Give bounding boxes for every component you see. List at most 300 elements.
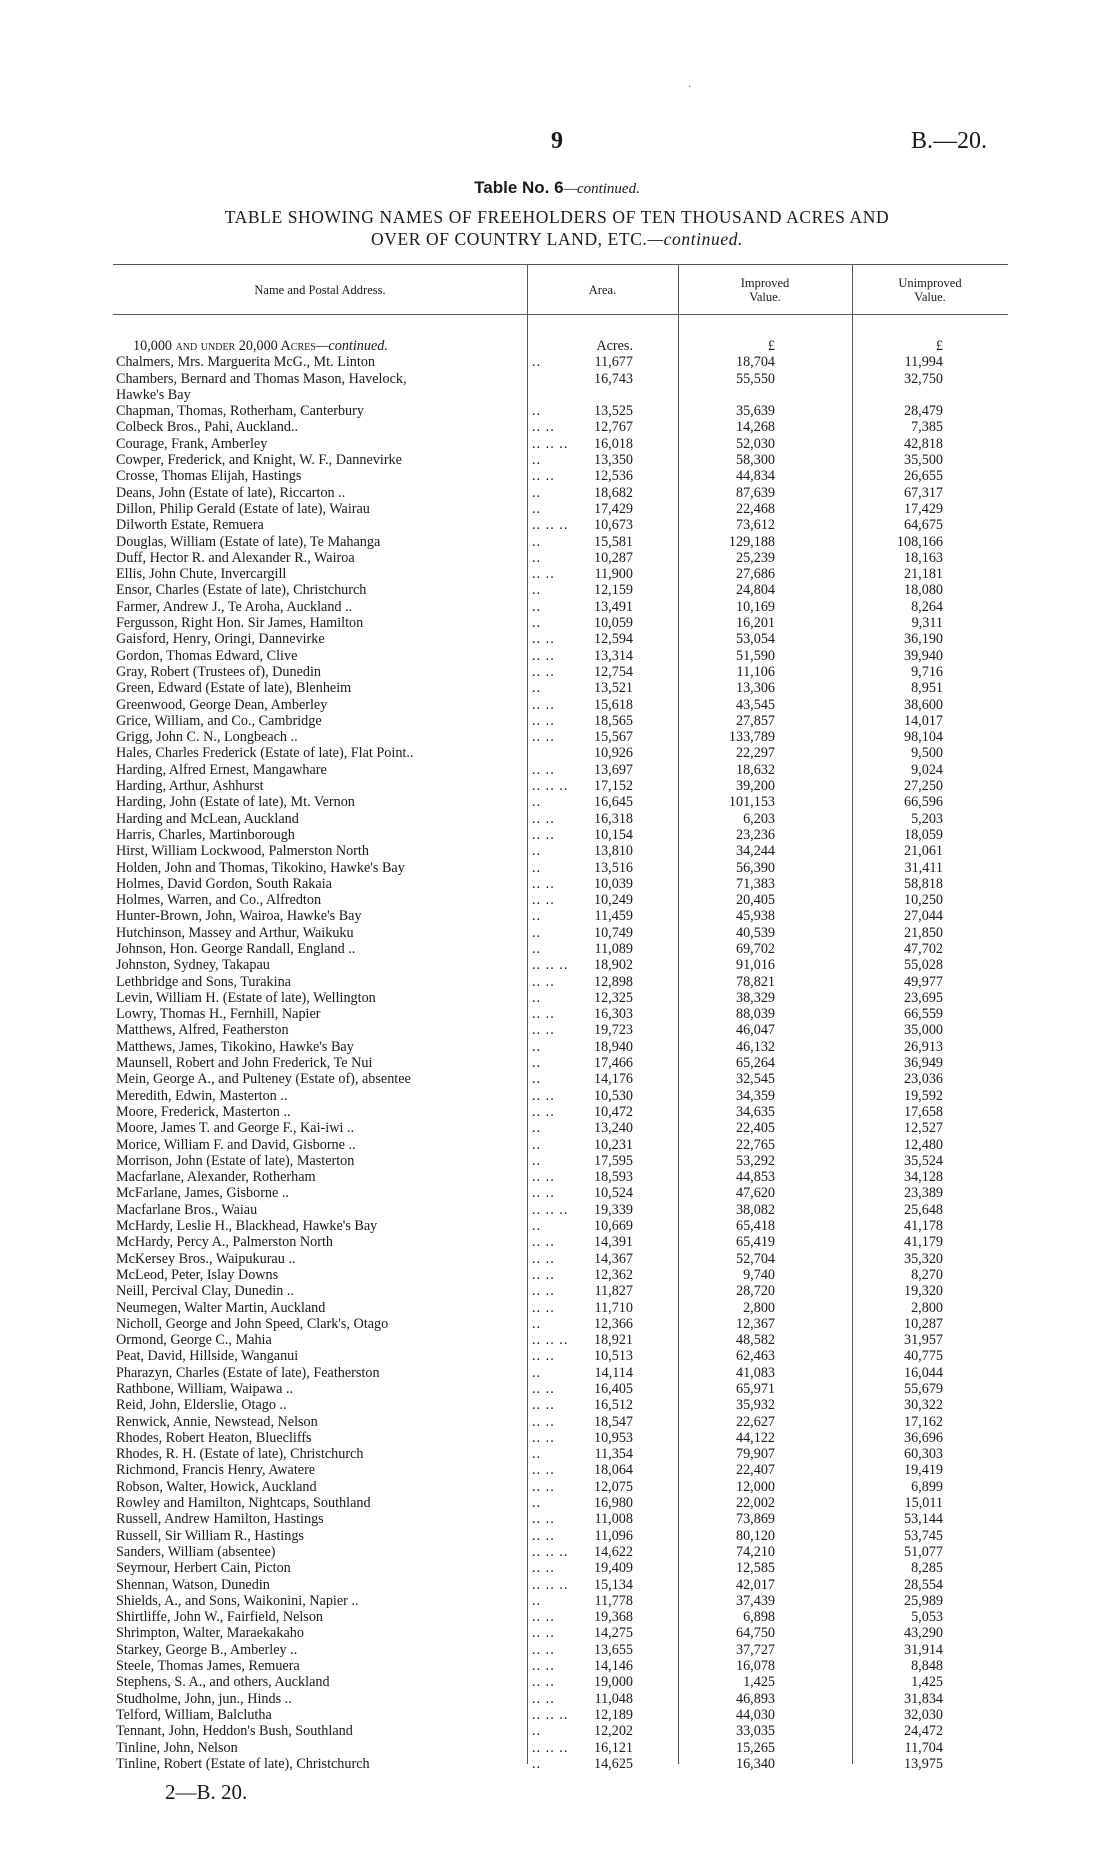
leader-dots: .. xyxy=(532,1152,542,1169)
area-value: 10,926 xyxy=(593,745,633,762)
table-row xyxy=(113,1707,1008,1723)
improved-value: 44,853 xyxy=(735,1169,775,1186)
leader-dots: .. .. xyxy=(532,1234,555,1251)
leader-dots: .. .. xyxy=(532,1560,555,1577)
area-value: 15,618 xyxy=(593,696,633,713)
leader-dots: .. .. xyxy=(532,1103,555,1120)
table-row xyxy=(113,1218,1008,1234)
table-row xyxy=(113,1088,1008,1104)
table-row xyxy=(113,436,1008,452)
leader-dots: .. .. xyxy=(532,1625,555,1642)
area-value: 13,240 xyxy=(593,1120,633,1137)
freeholder-name: Hutchinson, Massey and Arthur, Waikuku xyxy=(116,924,354,941)
improved-value: 16,201 xyxy=(735,615,775,632)
freeholder-name: Shrimpton, Walter, Maraekakaho xyxy=(116,1625,304,1642)
area-value: 15,134 xyxy=(593,1576,633,1593)
table-row xyxy=(113,354,1008,370)
improved-value: 15,265 xyxy=(735,1739,775,1756)
leader-dots: .. xyxy=(532,1592,542,1609)
leader-dots: .. .. .. xyxy=(532,1201,569,1218)
improved-value: 38,329 xyxy=(735,989,775,1006)
leader-dots: .. .. .. xyxy=(532,1739,569,1756)
leader-dots: .. .. xyxy=(532,1299,555,1316)
unimproved-value: 35,500 xyxy=(903,452,943,469)
improved-value: 64,750 xyxy=(735,1625,775,1642)
area-value: 10,953 xyxy=(593,1429,633,1446)
freeholder-name: Richmond, Francis Henry, Awatere xyxy=(116,1462,316,1479)
leader-dots: .. .. xyxy=(532,1429,555,1446)
area-value: 16,743 xyxy=(593,370,633,387)
table-row xyxy=(113,664,1008,680)
section-label xyxy=(133,338,543,354)
improved-value: 56,390 xyxy=(735,859,775,876)
freeholder-name: Shields, A., and Sons, Waikonini, Napier .. xyxy=(116,1592,359,1609)
area-value: 14,367 xyxy=(593,1250,633,1267)
section-label-text: 10,000 and under 20,000 Acres xyxy=(133,338,316,354)
unimproved-value: 8,270 xyxy=(911,1266,943,1283)
table-row xyxy=(113,1609,1008,1625)
leader-dots: .. xyxy=(532,1446,542,1463)
unimproved-value: 108,166 xyxy=(896,533,943,550)
improved-value: 37,727 xyxy=(735,1641,775,1658)
improved-value: 53,292 xyxy=(735,1152,775,1169)
unimproved-value: 25,648 xyxy=(903,1201,943,1218)
unimproved-value: 24,472 xyxy=(903,1723,943,1740)
table-row xyxy=(113,1528,1008,1544)
table-label xyxy=(0,178,1114,198)
table-row xyxy=(113,371,1008,387)
heading-line-1: TABLE SHOWING NAMES OF FREEHOLDERS OF TEN THOUSAND ACRES AND xyxy=(224,207,890,227)
unimproved-value: 53,745 xyxy=(903,1527,943,1544)
area-value: 18,547 xyxy=(593,1413,633,1430)
unimproved-value: 23,036 xyxy=(903,1071,943,1088)
leader-dots: .. .. xyxy=(532,1169,555,1186)
unimproved-value: 67,317 xyxy=(903,484,943,501)
table-row xyxy=(113,974,1008,990)
leader-dots: .. xyxy=(532,1723,542,1740)
improved-value: 129,188 xyxy=(728,533,775,550)
area-value: 13,697 xyxy=(593,761,633,778)
table-row xyxy=(113,1055,1008,1071)
table-row xyxy=(113,843,1008,859)
unimproved-value: 35,000 xyxy=(903,1022,943,1039)
improved-value: 44,030 xyxy=(735,1706,775,1723)
leader-dots: .. xyxy=(532,1136,542,1153)
area-value: 10,669 xyxy=(593,1218,633,1235)
unimproved-value: 5,053 xyxy=(911,1609,943,1626)
unimproved-value: 38,600 xyxy=(903,696,943,713)
unimproved-value: 27,044 xyxy=(903,908,943,925)
table-row xyxy=(113,1234,1008,1250)
unimproved-value: 11,994 xyxy=(904,354,943,371)
leader-dots: .. .. .. xyxy=(532,1332,569,1349)
table-row xyxy=(113,452,1008,468)
leader-dots: .. .. xyxy=(532,1250,555,1267)
table-row xyxy=(113,1348,1008,1364)
unit-unimproved: £ xyxy=(935,338,943,354)
area-value: 16,121 xyxy=(593,1739,633,1756)
unimproved-value: 25,989 xyxy=(903,1592,943,1609)
unimproved-value: 31,957 xyxy=(903,1332,943,1349)
unimproved-value: 49,977 xyxy=(903,973,943,990)
leader-dots: .. .. xyxy=(532,810,555,827)
improved-value: 22,407 xyxy=(735,1462,775,1479)
area-value: 17,595 xyxy=(593,1152,633,1169)
table-row xyxy=(113,1658,1008,1674)
leader-dots: .. .. xyxy=(532,1462,555,1479)
freeholder-name: Chapman, Thomas, Rotherham, Canterbury xyxy=(116,403,364,420)
freeholder-name: Harris, Charles, Martinborough xyxy=(116,826,295,843)
leader-dots: .. .. xyxy=(532,1087,555,1104)
area-value: 11,778 xyxy=(594,1592,633,1609)
unimproved-value: 60,303 xyxy=(903,1446,943,1463)
table-row xyxy=(113,1462,1008,1478)
unimproved-value: 64,675 xyxy=(903,517,943,534)
freeholder-name: Sanders, William (absentee) xyxy=(116,1543,276,1560)
leader-dots: .. xyxy=(532,354,542,371)
area-value: 12,362 xyxy=(593,1266,633,1283)
area-value: 16,405 xyxy=(593,1381,633,1397)
freeholder-name: Chalmers, Mrs. Marguerita McG., Mt. Linton xyxy=(116,354,376,371)
unimproved-value: 10,287 xyxy=(903,1315,943,1332)
improved-value: 18,704 xyxy=(735,354,775,371)
improved-value: 1,425 xyxy=(743,1674,775,1691)
unimproved-value: 34,128 xyxy=(903,1169,943,1186)
unimproved-value: 1,425 xyxy=(911,1674,943,1691)
unimproved-value: 9,716 xyxy=(911,663,943,680)
leader-dots: .. .. xyxy=(532,1658,555,1675)
area-value: 14,176 xyxy=(593,1071,633,1088)
improved-value: 14,268 xyxy=(735,419,775,436)
freeholder-name: Russell, Andrew Hamilton, Hastings xyxy=(116,1511,324,1528)
freeholder-name: Grice, William, and Co., Cambridge xyxy=(116,712,322,729)
table-row xyxy=(113,582,1008,598)
improved-value: 41,083 xyxy=(735,1364,775,1381)
freeholder-name: Russell, Sir William R., Hastings xyxy=(116,1527,304,1544)
unimproved-value: 35,524 xyxy=(903,1152,943,1169)
leader-dots: .. xyxy=(532,989,542,1006)
table-row xyxy=(113,1756,1008,1772)
unimproved-value: 10,250 xyxy=(903,892,943,909)
table-row xyxy=(113,1691,1008,1707)
header-top-rule xyxy=(113,264,1008,265)
area-value: 16,018 xyxy=(593,435,633,452)
area-value: 12,898 xyxy=(593,973,633,990)
table-label-main: Table No. 6 xyxy=(474,178,564,197)
leader-dots: .. .. .. xyxy=(532,778,569,795)
area-value: 10,530 xyxy=(593,1087,633,1104)
area-value: 18,921 xyxy=(593,1332,633,1349)
area-value: 15,567 xyxy=(593,729,633,746)
area-value: 14,114 xyxy=(594,1364,633,1381)
improved-value: 34,359 xyxy=(735,1087,775,1104)
area-value: 17,466 xyxy=(593,1055,633,1072)
freeholder-name: Morrison, John (Estate of late), Masterton xyxy=(116,1152,355,1169)
unimproved-value: 42,818 xyxy=(903,435,943,452)
leader-dots: .. xyxy=(532,615,542,632)
freeholder-name: Hunter-Brown, John, Wairoa, Hawke's Bay xyxy=(116,908,362,925)
heading-line-2-text: OVER OF COUNTRY LAND, ETC. xyxy=(370,229,648,249)
improved-value: 45,938 xyxy=(735,908,775,925)
table-row xyxy=(113,517,1008,533)
leader-dots: .. .. .. xyxy=(532,1543,569,1560)
unimproved-value: 5,203 xyxy=(911,810,943,827)
freeholder-name: McLeod, Peter, Islay Downs xyxy=(116,1266,279,1283)
table-label-suffix: —continued. xyxy=(563,181,640,197)
freeholder-name: Robson, Walter, Howick, Auckland xyxy=(116,1478,317,1495)
freeholder-name: Harding, Alfred Ernest, Mangawhare xyxy=(116,761,327,778)
freeholder-name: Johnson, Hon. George Randall, England .. xyxy=(116,940,356,957)
table-row xyxy=(113,1104,1008,1120)
leader-dots: .. .. xyxy=(532,1690,555,1707)
leader-dots: .. .. .. xyxy=(532,517,569,534)
improved-value: 88,039 xyxy=(735,1006,775,1023)
improved-value: 65,418 xyxy=(735,1218,775,1235)
table-row xyxy=(113,876,1008,892)
leader-dots: .. .. xyxy=(532,1527,555,1544)
table-row xyxy=(113,631,1008,647)
table-row xyxy=(113,648,1008,664)
unimproved-value: 6,899 xyxy=(911,1478,943,1495)
table-row xyxy=(113,762,1008,778)
table-row xyxy=(113,1560,1008,1576)
area-value: 19,339 xyxy=(593,1201,633,1218)
freeholder-name: Greenwood, George Dean, Amberley xyxy=(116,696,328,713)
table-row xyxy=(113,1071,1008,1087)
area-value: 13,350 xyxy=(593,452,633,469)
table-row xyxy=(113,1625,1008,1641)
improved-value: 87,639 xyxy=(735,484,775,501)
leader-dots: .. .. xyxy=(532,1006,555,1023)
leader-dots: .. .. xyxy=(532,892,555,909)
table-row xyxy=(113,1185,1008,1201)
leader-dots: .. .. .. xyxy=(532,957,569,974)
unimproved-value: 8,951 xyxy=(911,680,943,697)
area-value: 13,491 xyxy=(593,598,633,615)
leader-dots: .. xyxy=(532,533,542,550)
area-value: 11,900 xyxy=(594,566,633,583)
unimproved-value: 9,500 xyxy=(911,745,943,762)
unimproved-value: 21,061 xyxy=(903,843,943,860)
table-row xyxy=(113,1316,1008,1332)
leader-dots: .. .. .. xyxy=(532,1576,569,1593)
freeholder-name: Pharazyn, Charles (Estate of late), Featherston xyxy=(116,1364,380,1381)
leader-dots: .. .. xyxy=(532,419,555,436)
leader-dots: .. xyxy=(532,924,542,941)
area-value: 12,754 xyxy=(593,663,633,680)
freeholder-name: Peat, David, Hillside, Wanganui xyxy=(116,1348,299,1365)
column-header-area: Area. xyxy=(588,283,617,297)
freeholder-name: Renwick, Annie, Newstead, Nelson xyxy=(116,1413,318,1430)
freeholder-name: Starkey, George B., Amberley .. xyxy=(116,1641,298,1658)
freeholder-name: Chambers, Bernard and Thomas Mason, Havelock, xyxy=(116,370,407,387)
freeholder-name: Duff, Hector R. and Alexander R., Wairoa xyxy=(116,549,355,566)
improved-value: 78,821 xyxy=(735,973,775,990)
table-row xyxy=(113,1332,1008,1348)
leader-dots: .. xyxy=(532,403,542,420)
freeholder-name: Lethbridge and Sons, Turakina xyxy=(116,973,291,990)
leader-dots: .. .. xyxy=(532,1511,555,1528)
unimproved-value: 26,655 xyxy=(903,468,943,485)
freeholder-name: Ormond, George C., Mahia xyxy=(116,1332,272,1349)
area-value: 17,429 xyxy=(593,500,633,517)
leader-dots: .. .. xyxy=(532,1266,555,1283)
improved-value: 16,078 xyxy=(735,1658,775,1675)
table-row xyxy=(113,729,1008,745)
page-number: 9 xyxy=(551,128,563,154)
unimproved-value: 40,775 xyxy=(903,1348,943,1365)
freeholder-name: Shirtliffe, John W., Fairfield, Nelson xyxy=(116,1609,324,1626)
unimproved-value: 36,190 xyxy=(903,631,943,648)
table-row xyxy=(113,1495,1008,1511)
freeholder-name: Studholme, John, jun., Hinds .. xyxy=(116,1690,292,1707)
area-value: 10,673 xyxy=(593,517,633,534)
freeholder-name: Stephens, S. A., and others, Auckland xyxy=(116,1674,330,1691)
leader-dots: .. xyxy=(532,794,542,811)
table-row xyxy=(113,566,1008,582)
leader-dots: .. .. xyxy=(532,761,555,778)
improved-value: 58,300 xyxy=(735,452,775,469)
freeholder-name: McFarlane, James, Gisborne .. xyxy=(116,1185,289,1202)
improved-value: 34,244 xyxy=(735,843,775,860)
unimproved-value: 21,181 xyxy=(903,566,943,583)
freeholder-name: Douglas, William (Estate of late), Te Mahanga xyxy=(116,533,381,550)
table-row xyxy=(113,1283,1008,1299)
table-row xyxy=(113,550,1008,566)
leader-dots: .. xyxy=(532,1055,542,1072)
improved-value: 69,702 xyxy=(735,940,775,957)
freeholder-name: Tinline, Robert (Estate of late), Christchurch xyxy=(116,1755,370,1772)
improved-value: 43,545 xyxy=(735,696,775,713)
freeholder-name: Neill, Percival Clay, Dunedin .. xyxy=(116,1283,294,1300)
unimproved-value: 17,429 xyxy=(903,500,943,517)
freeholder-name: Tinline, John, Nelson xyxy=(116,1739,238,1756)
freeholder-name: Ensor, Charles (Estate of late), Christchurch xyxy=(116,582,367,599)
table-row xyxy=(113,680,1008,696)
freeholder-name: Johnston, Sydney, Takapau xyxy=(116,957,270,974)
area-value: 10,059 xyxy=(593,615,633,632)
freeholder-name: Rhodes, Robert Heaton, Bluecliffs xyxy=(116,1429,312,1446)
unimproved-value: 31,411 xyxy=(904,859,943,876)
unimproved-value: 31,914 xyxy=(903,1641,943,1658)
leader-dots: .. .. xyxy=(532,1609,555,1626)
freeholder-name: Matthews, James, Tikokino, Hawke's Bay xyxy=(116,1038,354,1055)
leader-dots: .. .. xyxy=(532,1397,555,1414)
improved-value: 73,869 xyxy=(735,1511,775,1528)
improved-value: 48,582 xyxy=(735,1332,775,1349)
freeholder-name: Courage, Frank, Amberley xyxy=(116,435,268,452)
improved-value: 34,635 xyxy=(735,1103,775,1120)
freeholder-name: Hales, Charles Frederick (Estate of late), Flat Point.. xyxy=(116,745,414,762)
leader-dots: .. .. xyxy=(532,631,555,648)
table-row xyxy=(113,1251,1008,1267)
freeholder-name: Crosse, Thomas Elijah, Hastings xyxy=(116,468,302,485)
unimproved-value: 30,322 xyxy=(903,1397,943,1414)
unimproved-value: 8,264 xyxy=(911,598,943,615)
unimproved-value: 31,834 xyxy=(903,1690,943,1707)
table-row xyxy=(113,827,1008,843)
improved-value: 65,971 xyxy=(735,1381,775,1397)
table-row xyxy=(113,860,1008,876)
freeholder-name: Hawke's Bay xyxy=(116,386,191,403)
improved-value: 16,340 xyxy=(735,1755,775,1772)
freeholder-name: Green, Edward (Estate of late), Blenheim xyxy=(116,680,352,697)
unimproved-value: 32,030 xyxy=(903,1706,943,1723)
table-row xyxy=(113,1430,1008,1446)
area-value: 19,000 xyxy=(593,1674,633,1691)
unimproved-value: 9,024 xyxy=(911,761,943,778)
freeholder-name: McHardy, Leslie H., Blackhead, Hawke's Bay xyxy=(116,1218,378,1235)
freeholder-name: Morice, William F. and David, Gisborne .. xyxy=(116,1136,356,1153)
improved-value: 44,834 xyxy=(735,468,775,485)
table-row xyxy=(113,1202,1008,1218)
unimproved-value: 39,940 xyxy=(903,647,943,664)
leader-dots: .. xyxy=(532,940,542,957)
unimproved-value: 8,848 xyxy=(911,1658,943,1675)
area-value: 18,682 xyxy=(593,484,633,501)
area-value: 11,677 xyxy=(594,354,633,371)
area-value: 11,710 xyxy=(594,1299,633,1316)
improved-value: 37,439 xyxy=(735,1592,775,1609)
unimproved-value: 35,320 xyxy=(903,1250,943,1267)
unimproved-value: 53,144 xyxy=(903,1511,943,1528)
improved-value: 40,539 xyxy=(735,924,775,941)
table-row xyxy=(113,794,1008,810)
table-row xyxy=(113,990,1008,1006)
improved-value: 24,804 xyxy=(735,582,775,599)
improved-value: 23,236 xyxy=(735,826,775,843)
unit-area: Acres. xyxy=(596,338,633,354)
improved-value: 10,169 xyxy=(735,598,775,615)
leader-dots: .. xyxy=(532,452,542,469)
column-header-name: Name and Postal Address. xyxy=(254,283,386,297)
unimproved-value: 18,059 xyxy=(903,826,943,843)
area-value: 10,472 xyxy=(593,1103,633,1120)
unimproved-value: 23,389 xyxy=(903,1185,943,1202)
table-row xyxy=(113,1137,1008,1153)
unimproved-value: 17,162 xyxy=(903,1413,943,1430)
freeholder-name: Ellis, John Chute, Invercargill xyxy=(116,566,287,583)
leader-dots: .. .. xyxy=(532,875,555,892)
unimproved-value: 2,800 xyxy=(911,1299,943,1316)
leader-dots: .. .. xyxy=(532,468,555,485)
table-row xyxy=(113,778,1008,794)
area-value: 10,287 xyxy=(593,549,633,566)
unimproved-value: 32,750 xyxy=(903,370,943,387)
area-value: 13,521 xyxy=(593,680,633,697)
improved-value: 35,932 xyxy=(735,1397,775,1414)
improved-value: 12,000 xyxy=(735,1478,775,1495)
unimproved-value: 9,311 xyxy=(911,615,943,632)
table-row xyxy=(113,1022,1008,1038)
table-row xyxy=(113,697,1008,713)
improved-value: 65,264 xyxy=(735,1055,775,1072)
improved-value: 9,740 xyxy=(743,1266,775,1283)
leader-dots: .. xyxy=(532,843,542,860)
freeholder-name: Deans, John (Estate of late), Riccarton .. xyxy=(116,484,346,501)
table-row xyxy=(113,419,1008,435)
freeholder-name: Neumegen, Walter Martin, Auckland xyxy=(116,1299,326,1316)
table-row xyxy=(113,1723,1008,1739)
improved-value: 46,047 xyxy=(735,1022,775,1039)
table-row xyxy=(113,1006,1008,1022)
leader-dots: .. .. .. xyxy=(532,435,569,452)
improved-value: 11,106 xyxy=(736,663,775,680)
unimproved-value: 8,285 xyxy=(911,1560,943,1577)
area-value: 12,159 xyxy=(593,582,633,599)
leader-dots: .. xyxy=(532,582,542,599)
area-value: 14,625 xyxy=(593,1755,633,1772)
